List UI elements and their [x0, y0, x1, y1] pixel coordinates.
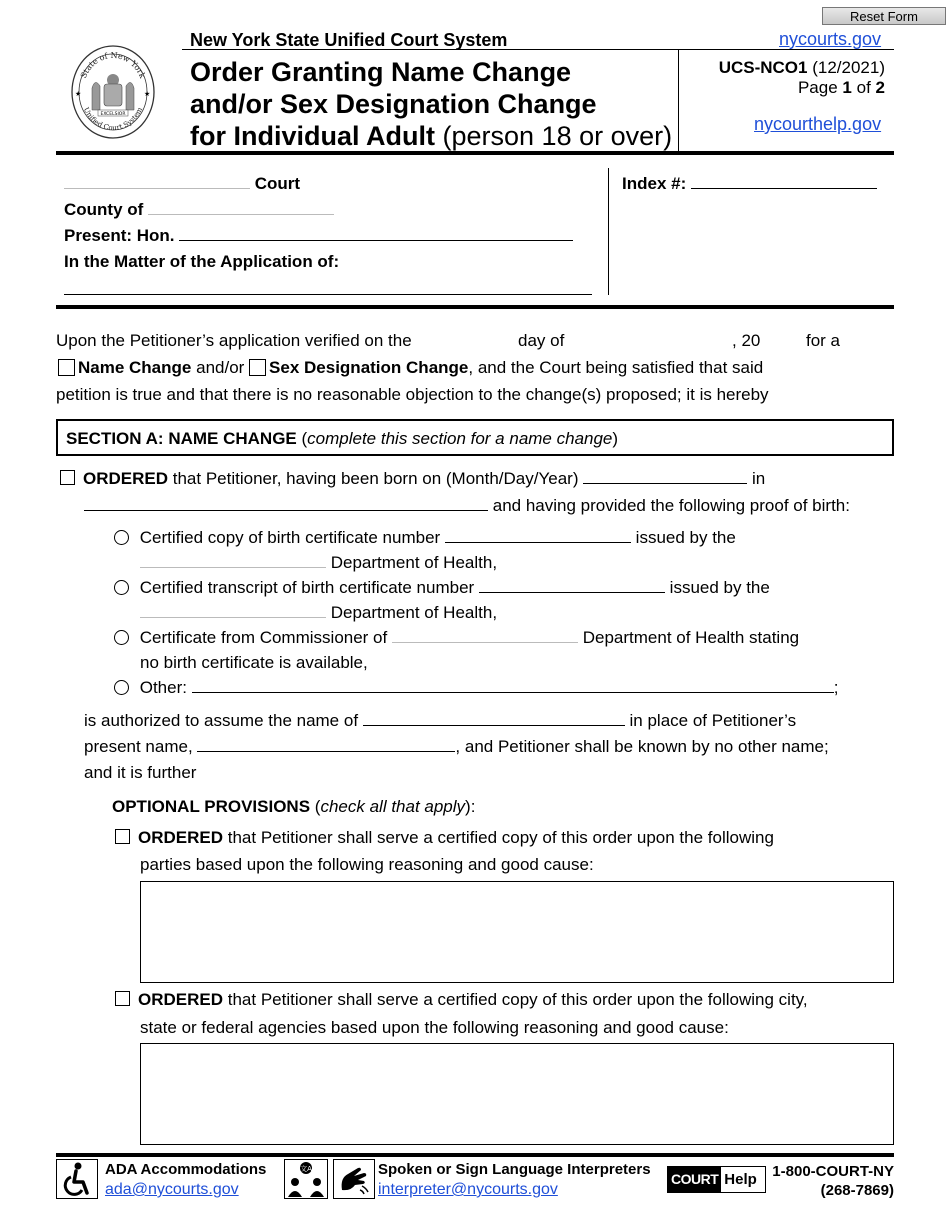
section-a-header: SECTION A: NAME CHANGE (complete this section for a name change) [56, 419, 894, 456]
prov1-text-2: parties based upon the following reasoning and good cause: [140, 855, 594, 874]
court-label: Court [254, 174, 301, 193]
matter-label: In the Matter of the Application of: [64, 252, 340, 271]
section-a-title: SECTION A: NAME CHANGE [66, 429, 297, 448]
county-field[interactable] [148, 214, 334, 215]
birth-place-field[interactable] [84, 510, 488, 511]
opt1-dept: Department of Health, [330, 553, 498, 572]
svg-text:Unified Court System [82, 106, 144, 132]
name-change-checkbox[interactable] [58, 359, 75, 376]
name-change-label: Name Change [78, 358, 192, 377]
interpreter-icon [284, 1159, 328, 1199]
seal-ribbon: EXCELSIOR [100, 112, 126, 117]
interpreter-email-link[interactable]: interpreter@nycourts.gov [378, 1181, 558, 1198]
proof-option-commissioner[interactable] [114, 630, 129, 645]
nycourts-link[interactable]: nycourts.gov [779, 29, 882, 49]
court-name-field[interactable] [64, 188, 250, 189]
title-age-note: (person 18 or over) [442, 121, 673, 151]
parties-reasoning-textarea[interactable] [140, 881, 894, 983]
certified-copy-state-field[interactable] [140, 567, 326, 568]
sign-language-icon [333, 1159, 375, 1199]
accessibility-icon [56, 1159, 98, 1199]
new-name-field[interactable] [363, 725, 625, 726]
opt3-continued: no birth certificate is available, [140, 653, 368, 672]
present-name-field[interactable] [197, 751, 455, 752]
intro-year-prefix: , 20 [732, 331, 761, 350]
prov2-ordered: ORDERED [138, 990, 224, 1009]
form-code: UCS-NCO1 [718, 58, 808, 77]
verified-day-field[interactable] [453, 331, 513, 351]
seal-top-text: State of New York [78, 50, 148, 80]
verified-year-field[interactable] [766, 331, 800, 351]
proof-of-birth-text: and having provided the following proof of birth: [492, 496, 850, 515]
petitioner-name-field[interactable] [64, 278, 592, 295]
interpreter-title: Spoken or Sign Language Interpreters [378, 1161, 651, 1178]
ordered-text: that Petitioner, having been born on (Month/Day/Year) [172, 469, 579, 488]
proof-option-certified-copy[interactable] [114, 530, 129, 545]
ordered-label: ORDERED [83, 469, 169, 488]
intro-text-3: petition is true and that there is no reasonable objection to the change(s) proposed; it is hereby [56, 385, 769, 404]
agencies-reasoning-textarea[interactable] [140, 1043, 894, 1145]
court-ny-phone: 1-800-COURT-NY [772, 1163, 894, 1180]
sex-designation-checkbox[interactable] [249, 359, 266, 376]
nycourthelp-link[interactable]: nycourthelp.gov [754, 114, 882, 134]
seal-bottom-text: Unified Court System [81, 106, 145, 133]
page-of: of [856, 78, 871, 97]
opt2-dept: Department of Health, [330, 603, 498, 622]
opt4-text: Other: [139, 678, 187, 697]
intro-text-1: Upon the Petitioner’s application verified on the [56, 331, 412, 350]
present-hon-label: Present: Hon. [64, 226, 175, 245]
svg-text:★: ★ [75, 91, 82, 98]
transcript-number-field[interactable] [479, 592, 665, 593]
section-a-subtitle: complete this section for a name change [307, 429, 613, 448]
court-logo-word: COURT [668, 1167, 721, 1192]
opt1-issued: issued by the [635, 528, 736, 547]
birth-date-field[interactable] [583, 483, 747, 484]
certified-copy-number-field[interactable] [445, 542, 631, 543]
opt1-text: Certified copy of birth certificate number [139, 528, 441, 547]
svg-text:文A: 文A [300, 1165, 312, 1173]
proof-option-certified-transcript[interactable] [114, 580, 129, 595]
court-help-logo [667, 1166, 766, 1193]
org-name: New York State Unified Court System [190, 30, 508, 50]
verified-month-field[interactable] [575, 331, 725, 351]
auth-text-3: and it is further [84, 763, 197, 782]
index-number-field[interactable] [691, 188, 877, 189]
court-seal [70, 44, 156, 140]
opt2-text: Certified transcript of birth certificate number [139, 578, 475, 597]
optional-provisions-title: OPTIONAL PROVISIONS [112, 797, 311, 816]
judge-name-field[interactable] [179, 240, 573, 241]
prov1-ordered: ORDERED [138, 828, 224, 847]
born-in-text: in [751, 469, 766, 488]
ada-title: ADA Accommodations [105, 1161, 267, 1178]
reset-form-button[interactable]: Reset Form [822, 7, 946, 25]
opt3-dept: Department of Health stating [582, 628, 800, 647]
intro-day-of: day of [518, 331, 565, 350]
auth-text-2: present name, [84, 737, 193, 756]
title-line-2: and/or Sex Designation Change [190, 89, 597, 119]
help-logo-word: Help [724, 1171, 757, 1188]
svg-text:★: ★ [144, 91, 151, 98]
title-line-1: Order Granting Name Change [190, 57, 572, 87]
auth-text-1: is authorized to assume the name of [84, 711, 359, 730]
auth-text-1b: in place of Petitioner’s [629, 711, 797, 730]
form-date: (12/2021) [812, 58, 885, 77]
page-label: Page [797, 78, 838, 97]
serve-parties-checkbox[interactable] [115, 829, 130, 844]
intro-text-2: , and the Court being satisfied that said [468, 358, 764, 377]
title-line-3: for Individual Adult [190, 121, 435, 151]
andor-text: and/or [196, 358, 245, 377]
county-label: County of [64, 200, 144, 219]
opt3-text: Certificate from Commissioner of [139, 628, 388, 647]
ada-email-link[interactable]: ada@nycourts.gov [105, 1181, 239, 1198]
transcript-state-field[interactable] [140, 617, 326, 618]
commissioner-state-field[interactable] [392, 642, 578, 643]
proof-option-other[interactable] [114, 680, 129, 695]
page-number: 1 [842, 78, 852, 97]
index-label: Index #: [622, 174, 687, 193]
court-ny-phone-digits: (268-7869) [820, 1182, 894, 1199]
other-proof-field[interactable] [192, 692, 834, 693]
intro-for-a: for a [806, 331, 841, 350]
optional-provisions-note: check all that apply [320, 797, 466, 816]
prov1-text: that Petitioner shall serve a certified copy of this order upon the following [227, 828, 774, 847]
opt2-issued: issued by the [669, 578, 770, 597]
page-total: 2 [875, 78, 885, 97]
prov2-text-2: state or federal agencies based upon the following reasoning and good cause: [140, 1018, 729, 1037]
serve-agencies-checkbox[interactable] [115, 991, 130, 1006]
prov2-text: that Petitioner shall serve a certified copy of this order upon the following city, [227, 990, 808, 1009]
auth-text-2b: , and Petitioner shall be known by no other name; [455, 737, 829, 756]
ordered-name-change-checkbox[interactable] [60, 470, 75, 485]
sex-designation-label: Sex Designation Change [269, 358, 469, 377]
